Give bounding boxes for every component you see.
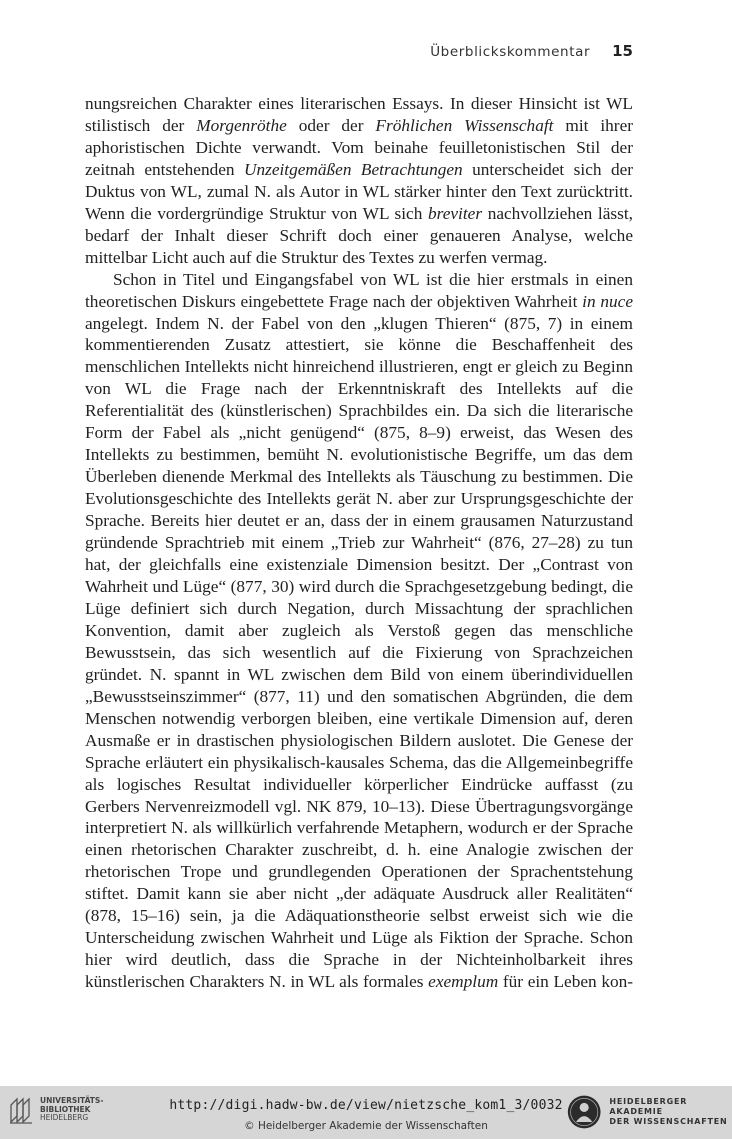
paragraph-2 (85, 269, 633, 993)
running-title: Überblickskommentar (430, 44, 591, 60)
copyright-notice: © Heidelberger Akademie der Wissenschaften (244, 1120, 488, 1132)
source-url-link[interactable]: http://digi.hadw-bw.de/view/nietzsche_kom1_3/0032 (169, 1098, 563, 1113)
academy-seal-icon (566, 1092, 602, 1132)
academy-logo[interactable] (566, 1092, 732, 1132)
footer-bar (0, 1086, 732, 1139)
book-title-unzeitgemaesse-betrachtungen: Unzeitgemäßen Betrachtungen (243, 159, 463, 179)
paragraph-1 (85, 93, 633, 269)
academy-name-line: HEIDELBERGER AKADEMIE (609, 1097, 688, 1116)
page-number: 15 (612, 42, 633, 60)
body-text (85, 93, 633, 993)
text-segment: unterscheidet sich der Duktus von WL, zumal N. als Autor in WL stärker hinter den Text zurücktritt. Wenn die vordergründige Struktur von WL sich (85, 159, 634, 223)
library-name-line: UNIVERSITÄTS- (40, 1096, 104, 1106)
italic-term-breviter: breviter (427, 203, 483, 223)
italic-term-exemplum: exemplum (428, 972, 499, 992)
page-header (85, 42, 633, 60)
text-segment: oder der (286, 115, 376, 135)
academy-name-line: DER WISSENSCHAFTEN (609, 1117, 728, 1126)
text-segment: angelegt. Indem N. der Fabel von den „klugen Thieren“ (875, 7) in einem kommentierenden Zusatz attestiert, sie könne die Beschaffenheit des menschlichen Intellekts nicht hinreichend illustrieren, engt er gleich zu Beginn von WL die Frage nach der Erkenntniskraft des Intellekts auf die Referentialität des (künstlerischen) Sprachbildes ein. Da sich die literarische Form der Fabel als „nicht genügend“ (875, 8–9) erweist, das Wesen des Intellekts zu bestimmen, bemüht N. evolutionistische Begriffe, um das dem Überleben dienende Merkmal des Intellekts als Täuschung zu bestimmen. Die Evolutionsgeschichte des Intellekts gerät N. aber zur Ursprungsgeschichte der Sprache. Bereits hier deutet er an, dass der in einem grausamen Naturzustand gründende Sprachtrieb mit einem „Trieb zur Wahrheit“ (876, 27–28) zu tun hat, der gleichfalls eine existenziale Dimension besitzt. Der „Contrast von Wahrheit und Lüge“ (877, 30) wird durch die Sprachgesetzgebung bedingt, die Lüge definiert sich durch Negation, durch Missachtung der sprachlichen Konvention, damit aber zugleich als Verstoß gegen das menschliche Bewusstsein, das sich wesentlich auf die Fixierung von Sprachzeichen gründet. N. spannt in WL zwischen dem Bild von einem überindividuellen „Bewusstseinszimmer“ (877, 11) und den somatischen Abgründen, die dem Menschen notwendig verborgen bleiben, eine vertikale Dimension auf, deren Ausmaße er in drastischen physiologischen Bildern auslotet. Die Genese der Sprache erläutert ein physikalisch-kausales Schema, das die Allgemeinbegriffe als logisches Resultat individueller körperlicher Eindrücke auffasst (zu Gerbers Nervenreizmodell vgl. NK 879, 10–13). Diese Übertragungsvorgänge interpretiert N. als willkürlich verfahrende Metaphern, wodurch er der Sprache einen rhetorischen Charakter zuschreibt, d. h. eine Analogie zwischen der rhetorischen Trope und grundlegenden Operationen der Sprachentstehung stiftet. Damit kann sie aber nicht „der adäquate Ausdruck aller Realitäten“ (878, 15–16) sein, ja die Adäquationstheorie selbst erweist sich wie die Unterscheidung zwischen Wahrheit und Lüge als Fiktion der Sprache. Schon hier wird deutlich, dass die Sprache in der Nichteinholbarkeit ihres künstlerischen Charakters N. in WL als formales (85, 313, 633, 992)
text-segment: mit ihrer aphoristischen Dichte verwandt. Vom beinahe feuilletonistischen Stil der zeitnah entstehenden (85, 115, 633, 179)
text-segment: für ein Leben kon- (498, 972, 633, 992)
academy-name (609, 1097, 732, 1127)
book-title-morgenroethe: Morgenröthe (196, 115, 287, 135)
library-name-line: BIBLIOTHEK (40, 1104, 91, 1114)
library-name-line: HEIDELBERG (40, 1113, 89, 1123)
text-segment: nachvollziehen lässt, bedarf der Inhalt dieser Schrift doch einer genaueren Analyse, welche mittelbar Licht auch auf die Struktur des Textes zu werfen vermag. (85, 203, 633, 267)
text-segment: Schon in Titel und Eingangsfabel von WL ist die hier erstmals in einen theoretischen Diskurs eingebettete Frage nach der objektiven Wahrheit (85, 269, 633, 311)
italic-term-in-nuce: in nuce (582, 291, 633, 311)
text-segment: nungsreichen Charakter eines literarischen Essays. In dieser Hinsicht ist WL stilistisch der (85, 94, 633, 135)
book-title-froehliche-wissenschaft: Fröhlichen Wissenschaft (375, 115, 554, 135)
